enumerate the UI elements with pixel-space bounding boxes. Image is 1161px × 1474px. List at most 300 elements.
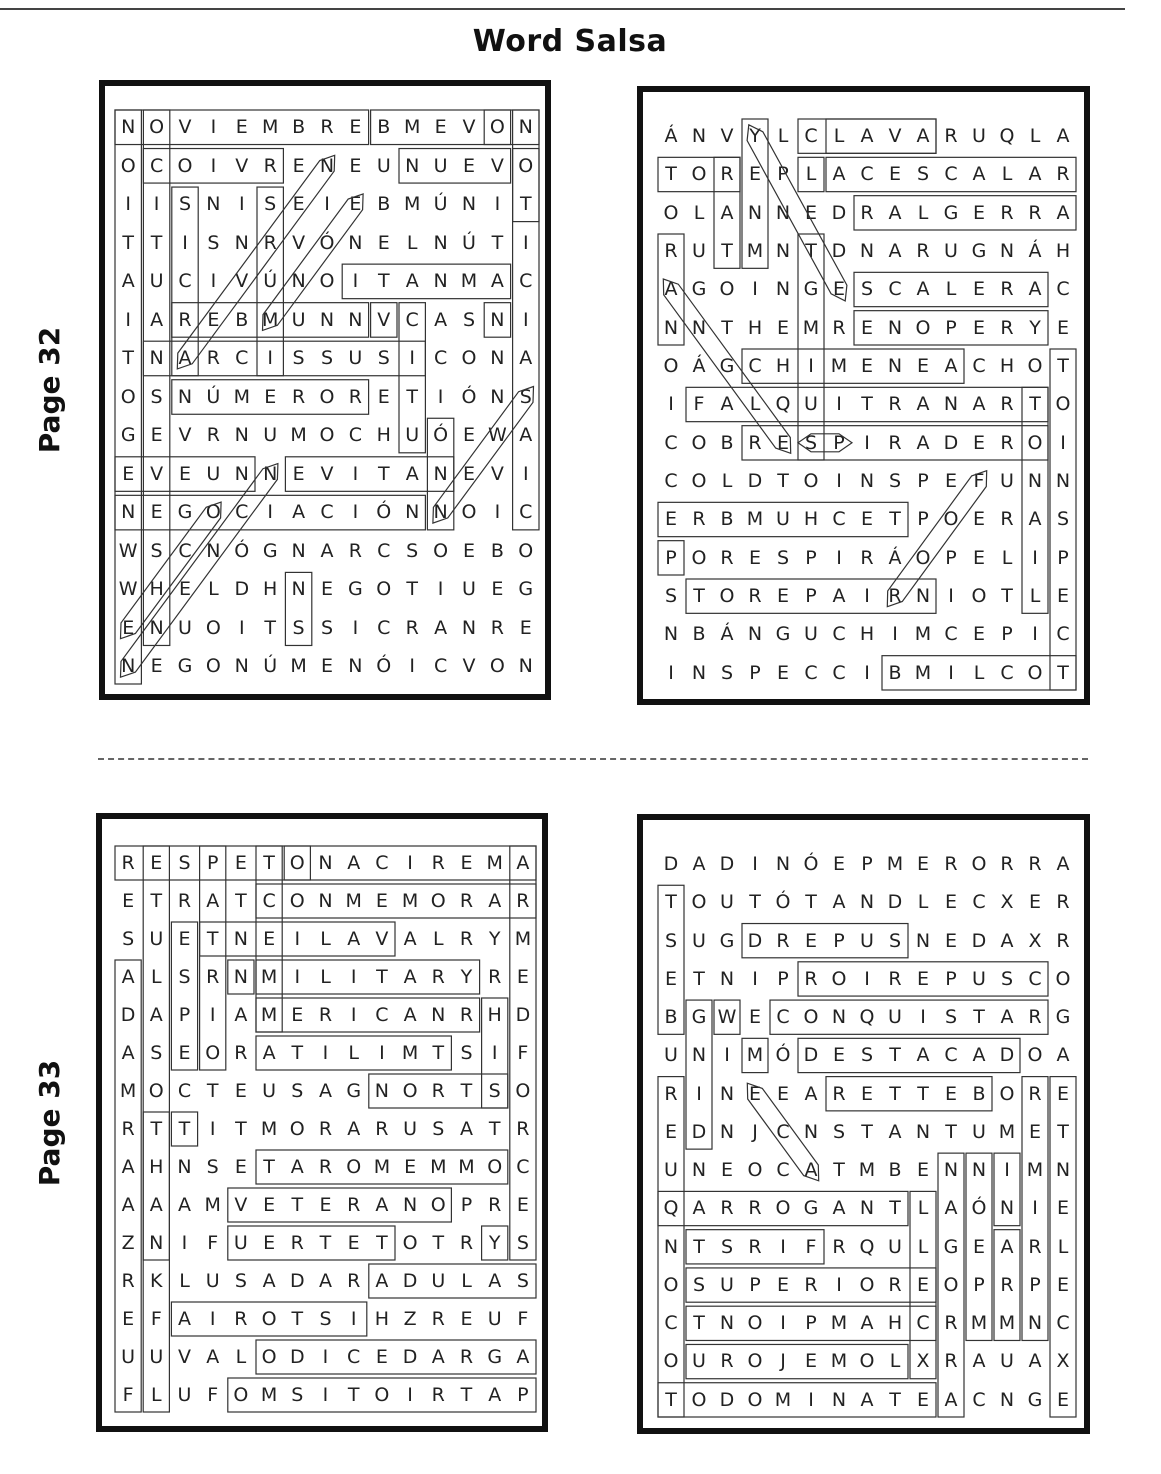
grid-letter: O [461, 347, 477, 370]
grid-letter: O [999, 1082, 1015, 1105]
grid-letter: S [377, 347, 390, 370]
grid-letter: P [945, 967, 957, 990]
grid-letter: E [320, 655, 333, 678]
grid-letter: N [402, 1194, 418, 1216]
grid-letter: Á [888, 546, 902, 569]
grid-letter: H [803, 508, 819, 531]
grid-letter: V [320, 462, 334, 485]
grid-letter: A [664, 278, 678, 301]
grid-letter: A [434, 616, 448, 639]
grid-letter: N [719, 1082, 735, 1105]
grid-letter: A [944, 1388, 958, 1411]
grid-letter: R [431, 966, 445, 988]
grid-letter: E [462, 424, 475, 447]
grid-letter: U [206, 462, 221, 485]
grid-letter: E [292, 154, 305, 177]
grid-letter: A [347, 1118, 361, 1140]
grid-letter: T [178, 1118, 191, 1140]
grid-letter: O [289, 852, 305, 874]
grid-letter: T [377, 462, 390, 485]
grid-letter: C [178, 270, 192, 293]
grid-letter: I [864, 661, 870, 684]
grid-letter: A [121, 1042, 135, 1064]
grid-letter: N [1055, 470, 1071, 492]
grid-letter: E [349, 193, 362, 216]
grid-letter: R [1028, 853, 1042, 875]
grid-letter: G [177, 501, 193, 524]
grid-letter: E [720, 1159, 733, 1182]
grid-letter: S [150, 1042, 163, 1064]
grid-letter: E [664, 967, 677, 990]
grid-letter: E [377, 231, 390, 254]
grid-letter: O [691, 431, 707, 454]
grid-letter: I [209, 1118, 216, 1140]
grid-letter: R [832, 1235, 846, 1258]
grid-letter: U [149, 270, 164, 293]
grid-letter: I [407, 852, 413, 874]
grid-letter: N [177, 385, 193, 408]
grid-letter: A [347, 852, 361, 874]
grid-letter: E [944, 891, 957, 914]
grid-letter: H [887, 1312, 903, 1335]
grid-letter: A [206, 1346, 220, 1368]
grid-letter: N [234, 655, 249, 678]
grid-letter: L [777, 125, 789, 147]
grid-letter: N [121, 655, 136, 678]
grid-letter: I [1060, 431, 1066, 454]
grid-letter: N [1027, 1312, 1043, 1335]
grid-letter: C [149, 154, 164, 177]
grid-letter: O [433, 539, 449, 562]
grid-letter: S [776, 546, 790, 569]
grid-letter: G [346, 1080, 362, 1102]
grid-letter: R [431, 1308, 445, 1330]
grid-letter: H [149, 1156, 164, 1178]
grid-letter: Ó [319, 231, 335, 254]
grid-letter: R [748, 1235, 762, 1258]
grid-letter: S [720, 661, 734, 684]
grid-letter: E [944, 470, 957, 492]
grid-letter: N [971, 1159, 987, 1182]
grid-letter: A [692, 853, 706, 875]
grid-letter: R [1000, 853, 1014, 875]
grid-letter: A [121, 270, 135, 293]
grid-letter: I [350, 1004, 357, 1026]
grid-letter: C [832, 508, 846, 531]
grid-letter: Á [720, 623, 734, 646]
grid-letter: A [405, 462, 419, 485]
grid-letter: D [719, 1388, 735, 1411]
grid-letter: O [120, 385, 136, 408]
grid-letter: L [348, 1042, 359, 1064]
grid-letter: N [149, 616, 164, 639]
grid-letter: A [1056, 201, 1070, 224]
grid-letter: R [490, 616, 504, 639]
grid-letter: I [920, 1006, 926, 1029]
grid-letter: A [916, 1044, 930, 1067]
grid-letter: Y [749, 125, 761, 147]
grid-letter: A [318, 1270, 332, 1292]
grid-letter: A [888, 240, 902, 262]
grid-letter: R [1028, 1006, 1042, 1029]
grid-letter: Q [859, 1235, 875, 1258]
grid-letter: A [121, 1194, 135, 1216]
grid-letter: E [150, 852, 163, 874]
grid-letter: C [433, 347, 448, 370]
grid-letter: V [235, 154, 249, 177]
grid-letter: B [888, 661, 902, 684]
grid-letter: C [1000, 661, 1014, 684]
grid-letter: O [120, 154, 136, 177]
grid-letter: R [121, 1270, 135, 1292]
grid-letter: R [776, 929, 790, 952]
grid-letter: I [752, 967, 758, 990]
grid-letter: R [1000, 316, 1014, 339]
grid-letter: E [234, 1080, 247, 1102]
grid-letter: V [490, 154, 504, 177]
grid-letter: I [808, 1388, 814, 1411]
grid-letter: N [999, 240, 1015, 262]
grid-letter: N [691, 661, 707, 684]
grid-letter: O [803, 470, 819, 492]
grid-letter: E [860, 1082, 873, 1105]
grid-letter: O [1055, 393, 1071, 416]
grid-letter: V [888, 125, 902, 147]
grid-letter: N [263, 462, 278, 485]
grid-letter: I [494, 193, 501, 216]
grid-letter: N [121, 501, 136, 524]
grid-letter: G [943, 201, 959, 224]
grid-letter: O [376, 578, 392, 601]
grid-letter: R [206, 424, 220, 447]
grid-letter: M [998, 1312, 1016, 1335]
grid-letter: N [518, 116, 533, 138]
grid-letter: T [1001, 585, 1013, 607]
grid-letter: S [291, 1384, 304, 1406]
grid-letter: T [917, 1082, 929, 1105]
grid-letter: A [1028, 1350, 1042, 1373]
grid-letter: R [178, 308, 192, 331]
grid-letter: T [122, 231, 134, 254]
grid-letter: A [347, 928, 361, 950]
grid-letter: E [122, 616, 135, 639]
grid-letter: U [121, 1346, 136, 1368]
grid-letter: I [948, 661, 954, 684]
grid-letter: E [320, 578, 333, 601]
grid-letter: I [182, 231, 188, 254]
grid-letter: T [665, 1388, 677, 1411]
grid-letter: L [320, 966, 331, 988]
grid-letter: N [348, 308, 363, 331]
grid-letter: I [350, 966, 357, 988]
grid-letter: F [122, 1384, 134, 1406]
grid-letter: R [121, 852, 135, 874]
grid-letter: A [944, 355, 958, 377]
grid-letter: E [888, 163, 901, 186]
grid-letter: S [1056, 508, 1070, 531]
grid-letter: L [749, 393, 761, 416]
grid-letter: R [121, 1118, 135, 1140]
grid-letter: T [805, 891, 817, 914]
grid-letter: E [178, 578, 191, 601]
grid-letter: G [518, 578, 534, 601]
grid-letter: U [804, 393, 818, 416]
grid-letter: L [208, 578, 219, 601]
grid-letter: C [347, 1346, 361, 1368]
grid-letter: E [349, 116, 362, 138]
grid-letter: N [859, 470, 875, 492]
grid-letter: N [206, 539, 221, 562]
grid-letter: C [320, 501, 334, 524]
grid-letter: A [1056, 853, 1070, 875]
grid-letter: S [462, 308, 476, 331]
grid-letter: A [832, 163, 846, 186]
grid-letter: S [319, 1308, 332, 1330]
grid-letter: O [747, 1388, 763, 1411]
grid-letter: N [1027, 470, 1043, 492]
grid-letter: N [691, 316, 707, 339]
grid-letter: T [693, 1312, 705, 1335]
grid-letter: U [233, 1232, 248, 1254]
grid-letter: Y [460, 966, 473, 988]
grid-letter: C [916, 1312, 930, 1335]
grid-letter: N [859, 240, 875, 262]
grid-letter: N [348, 231, 363, 254]
grid-letter: E [375, 1346, 388, 1368]
grid-letter: A [403, 1004, 417, 1026]
grid-letter: N [461, 193, 477, 216]
grid-letter: C [375, 852, 389, 874]
grid-letter: B [692, 623, 706, 646]
grid-letter: N [405, 501, 420, 524]
grid-letter: E [748, 546, 761, 569]
grid-letter: Ó [775, 891, 791, 914]
grid-letter: A [516, 1346, 530, 1368]
grid-letter: I [352, 616, 359, 639]
grid-letter: B [972, 1082, 986, 1105]
grid-letter: E [776, 661, 789, 684]
grid-letter: I [153, 193, 160, 216]
grid-letter: O [489, 655, 505, 678]
grid-letter: L [917, 201, 929, 224]
grid-letter: N [943, 393, 959, 416]
grid-letter: R [459, 1346, 474, 1368]
grid-letter: E [804, 929, 817, 952]
grid-letter: M [290, 424, 307, 447]
grid-letter: A [177, 1308, 191, 1330]
grid-letter: A [944, 1197, 958, 1220]
grid-letter: O [775, 1197, 791, 1220]
grid-letter: L [320, 928, 331, 950]
grid-letter: P [833, 431, 845, 454]
grid-letter: I [696, 1082, 702, 1105]
grid-letter: E [804, 201, 817, 224]
grid-letter: I [181, 1232, 188, 1254]
grid-letter: O [691, 1388, 707, 1411]
grid-letter: T [973, 1006, 985, 1029]
grid-letter: A [488, 890, 502, 912]
grid-letter: O [943, 508, 959, 531]
grid-letter: O [691, 546, 707, 569]
grid-letter: T [889, 508, 901, 531]
grid-letter: A [490, 270, 504, 293]
grid-letter: S [832, 1120, 846, 1143]
grid-letter: D [402, 1346, 418, 1368]
grid-letter: O [943, 1273, 959, 1296]
grid-letter: D [289, 1270, 305, 1292]
grid-letter: S [122, 928, 135, 950]
grid-letter: P [805, 585, 817, 607]
grid-letter: H [747, 316, 763, 339]
grid-letter: B [664, 1006, 678, 1029]
grid-letter: A [860, 125, 874, 147]
grid-letter: M [886, 853, 904, 875]
grid-letter: L [1001, 546, 1013, 569]
grid-letter: A [519, 347, 533, 370]
grid-letter: E [972, 316, 985, 339]
grid-letter: I [352, 462, 359, 485]
grid-letter: O [261, 1346, 277, 1368]
grid-letter: C [972, 1388, 986, 1411]
grid-letter: M [746, 1044, 764, 1067]
grid-letter: T [347, 1384, 360, 1406]
grid-letter: U [178, 616, 192, 639]
grid-letter: H [149, 578, 164, 601]
grid-letter: N [943, 1159, 959, 1182]
grid-letter: M [233, 385, 250, 408]
grid-letter: M [486, 852, 503, 874]
grid-letter: O [319, 385, 335, 408]
grid-letter: G [943, 1235, 959, 1258]
grid-letter: C [516, 1156, 530, 1178]
grid-letter: N [149, 347, 164, 370]
grid-letter: E [462, 462, 475, 485]
grid-letter: F [973, 470, 985, 492]
grid-letter: O [915, 546, 931, 569]
grid-letter: C [235, 347, 249, 370]
grid-letter: L [150, 1384, 162, 1406]
grid-letter: U [431, 1270, 446, 1292]
grid-letter: E [804, 1350, 817, 1373]
grid-letter: L [805, 163, 817, 186]
grid-letter: O [289, 1118, 305, 1140]
grid-letter: R [431, 852, 445, 874]
grid-letter: S [178, 852, 191, 874]
grid-letter: N [747, 623, 763, 646]
grid-letter: D [747, 470, 763, 492]
grid-letter: H [1055, 240, 1071, 262]
grid-letter: O [261, 1308, 277, 1330]
grid-letter: P [945, 316, 957, 339]
grid-letter: N [318, 852, 333, 874]
grid-letter: I [210, 270, 217, 293]
grid-letter: U [149, 928, 164, 950]
grid-letter: T [319, 1232, 332, 1254]
grid-letter: R [1056, 891, 1070, 914]
grid-letter: M [914, 661, 932, 684]
grid-letter: U [205, 1270, 220, 1292]
grid-letter: T [889, 1082, 901, 1105]
grid-letter: S [264, 193, 277, 216]
grid-letter: N [374, 1080, 389, 1102]
grid-letter: N [691, 125, 707, 147]
grid-letter: Ó [461, 385, 477, 408]
grid-letter: R [664, 1082, 678, 1105]
grid-letter: A [832, 891, 846, 914]
grid-letter: N [291, 270, 306, 293]
grid-letter: O [1055, 967, 1071, 990]
grid-letter: H [263, 578, 278, 601]
grid-letter: I [437, 578, 444, 601]
grid-letter: I [294, 966, 301, 988]
grid-letter: O [205, 1042, 221, 1064]
grid-letter: R [720, 1197, 734, 1220]
grid-letter: U [405, 424, 420, 447]
grid-letter: R [1028, 1235, 1042, 1258]
grid-letter: I [752, 853, 758, 875]
grid-letter: M [914, 623, 932, 646]
grid-letter: T [150, 1118, 163, 1140]
grid-letter: E [1056, 316, 1069, 339]
grid-letter: R [1000, 431, 1014, 454]
grid-letter: V [235, 270, 249, 293]
grid-letter: C [832, 661, 846, 684]
grid-letter: T [889, 1044, 901, 1067]
grid-letter: N [319, 154, 335, 177]
grid-letter: G [719, 355, 735, 377]
grid-letter: S [207, 231, 220, 254]
grid-letter: T [406, 578, 418, 601]
grid-letter: F [207, 1232, 219, 1254]
grid-letter: E [916, 1388, 929, 1411]
grid-letter: A [860, 1312, 874, 1335]
grid-letter: T [376, 966, 388, 988]
grid-letter: R [318, 1004, 333, 1026]
grid-letter: R [888, 585, 902, 607]
grid-letter: M [514, 928, 532, 950]
grid-letter: N [433, 462, 448, 485]
grid-letter: T [263, 852, 275, 874]
grid-letter: Q [775, 393, 791, 416]
grid-letter: S [432, 1118, 445, 1140]
grid-letter: C [860, 163, 874, 186]
grid-letter: S [292, 616, 305, 639]
grid-letter: C [664, 470, 678, 492]
grid-letter: O [489, 116, 505, 138]
grid-letter: M [830, 355, 848, 377]
grid-letter: M [830, 1312, 848, 1335]
grid-letter: P [805, 546, 817, 569]
grid-letter: E [1028, 891, 1041, 914]
grid-letter: E [916, 1273, 929, 1296]
grid-letter: M [261, 308, 279, 331]
grid-letter: T [1029, 393, 1041, 416]
grid-letter: I [407, 1384, 413, 1406]
grid-letter: A [488, 1384, 502, 1406]
grid-letter: R [405, 616, 419, 639]
grid-letter: U [720, 1273, 734, 1296]
grid-letter: E [748, 163, 761, 186]
grid-letter: U [664, 1044, 678, 1067]
section-divider [98, 758, 1088, 760]
grid-letter: N [234, 231, 249, 254]
word-search-page-33-left [96, 813, 548, 1432]
grid-letter: P [917, 470, 929, 492]
grid-letter: M [260, 966, 278, 988]
grid-letter: I [668, 661, 674, 684]
grid-letter: T [460, 1080, 473, 1102]
grid-letter: Ó [775, 1044, 791, 1067]
